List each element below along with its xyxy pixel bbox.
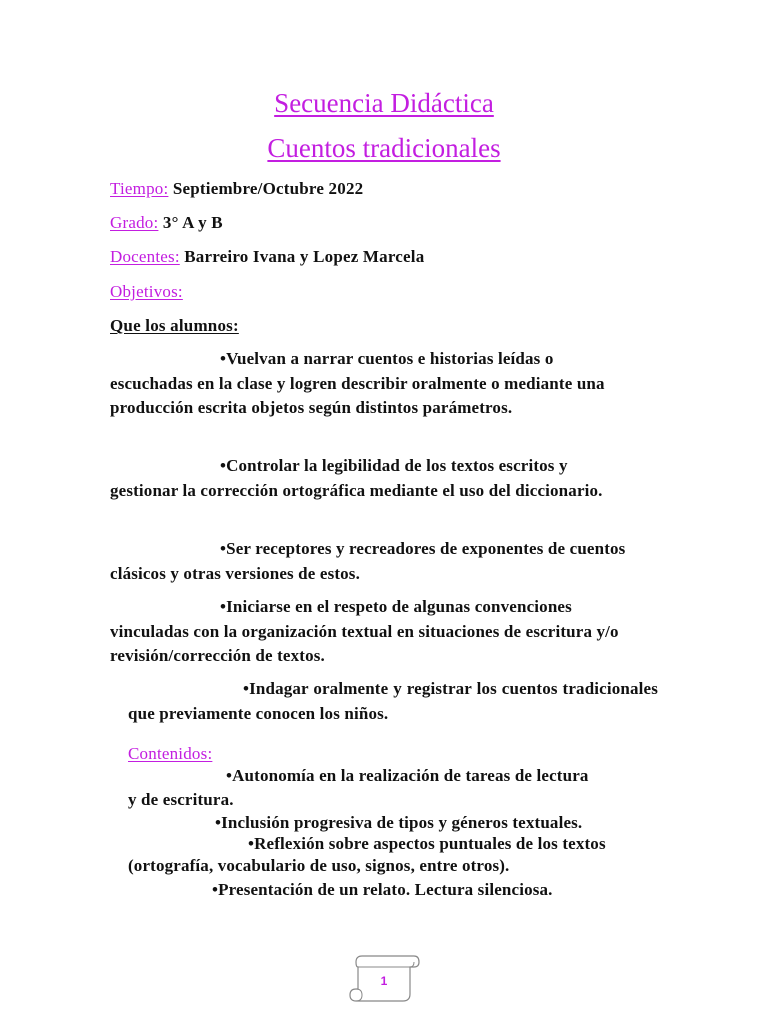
contenido-line: •Inclusión progresiva de tipos y géneros textuales. (215, 813, 583, 832)
grado-row (110, 213, 223, 233)
page-number: 1 (380, 974, 388, 988)
objetivos-row (110, 282, 183, 302)
objetivos-label: Objetivos: (110, 282, 183, 301)
objetivo-item: •Iniciarse en el respeto de algunas convenciones vinculadas con la organización textual en situaciones de escritura y/o revisión/corrección de textos. (110, 597, 619, 665)
docentes-label: Docentes: (110, 247, 180, 266)
objetivo-item: •Indagar oralmente y registrar los cuentos tradicionales que previamente conocen los niños. (128, 679, 658, 723)
contenido-line: (ortografía, vocabulario de uso, signos, entre otros). (128, 856, 510, 875)
contenido-line: •Reflexión sobre aspectos puntuales de los textos (248, 834, 606, 853)
contenidos-row (128, 744, 212, 764)
objetivo-item: •Ser receptores y recreadores de exponentes de cuentos clásicos y otras versiones de estos. (110, 539, 626, 583)
docentes-row (110, 247, 424, 267)
contenido-line: •Presentación de un relato. Lectura silenciosa. (212, 880, 553, 899)
tiempo-value: Septiembre/Octubre 2022 (172, 179, 364, 198)
objetivo-item: •Vuelvan a narrar cuentos e historias leídas o escuchadas en la clase y logren describir oralmente o mediante una producción escrita objetos según distintos parámetros. (110, 349, 605, 417)
tiempo-label: Tiempo: (110, 179, 169, 198)
objetivos-intro: Que los alumnos: (110, 316, 239, 335)
contenido-line: y de escritura. (128, 790, 234, 809)
page-title: Secuencia Didáctica (274, 88, 494, 118)
contenido-line: •Autonomía en la realización de tareas de lectura (226, 766, 589, 785)
contenidos-label: Contenidos: (128, 744, 213, 763)
grado-label: Grado: (110, 213, 159, 232)
objetivo-item: •Controlar la legibilidad de los textos escritos y gestionar la corrección ortográfica mediante el uso del diccionario. (110, 456, 603, 500)
tiempo-row (110, 179, 363, 199)
grado-value: 3° A y B (162, 213, 223, 232)
docentes-value: Barreiro Ivana y Lopez Marcela (184, 247, 425, 266)
page-subtitle: Cuentos tradicionales (267, 133, 501, 163)
